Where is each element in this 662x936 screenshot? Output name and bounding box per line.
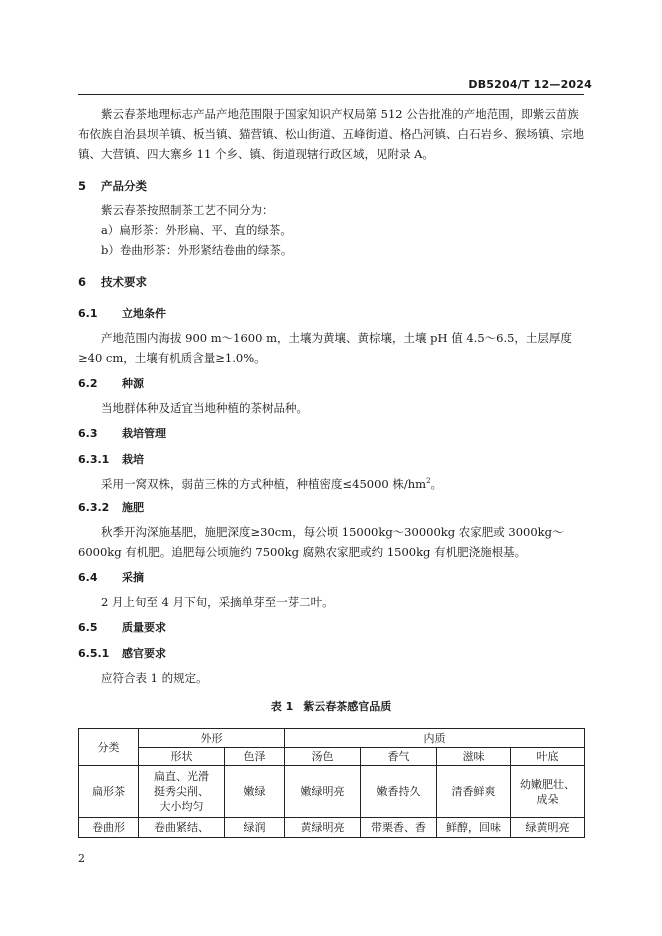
cell-line: 大小均匀	[159, 800, 204, 813]
section6-3-1-text	[78, 474, 584, 494]
cell-liquor: 黄绿明亮	[285, 818, 361, 838]
cell-color: 嫩绿	[225, 766, 285, 818]
cell-line: 挺秀尖削、	[154, 785, 209, 798]
section-6-1-heading	[78, 304, 584, 324]
section5-intro: 紫云春茶按照制茶工艺不同分为：	[101, 203, 274, 217]
header-leaf: 叶底	[511, 748, 585, 766]
list-item: b）卷曲形茶：外形紧结卷曲的绿茶。	[101, 243, 293, 257]
section-6-5-heading	[78, 618, 584, 638]
cell-liquor: 嫩绿明亮	[285, 766, 361, 818]
table-number: 表 1	[270, 700, 294, 713]
section-title: 采摘	[122, 571, 144, 584]
section-6-2-heading	[78, 374, 584, 394]
header-rule	[78, 94, 584, 95]
section6-1-text: 产地范围内海拔 900 m～1600 m，土壤为黄壤、黄棕壤，土壤 pH 值 4.5～6.5，土层厚度≥40 cm，土壤有机质含量≥1.0%。	[78, 331, 572, 365]
page-body	[78, 104, 584, 718]
section6-4-text: 2 月上旬至 4 月下旬，采摘单芽至一芽二叶。	[101, 595, 334, 609]
header-liquor: 汤色	[285, 748, 361, 766]
section-title: 感官要求	[122, 647, 166, 660]
cell-line: 扁直、光滑	[154, 770, 209, 783]
section-6-heading	[78, 272, 584, 292]
section-title: 种源	[122, 377, 144, 390]
section6-3-2-text: 秋季开沟深施基肥，施肥深度≥30cm，每公顷 15000kg～30000kg 农家肥或 3000kg～6000kg 有机肥。追肥每公顷施约 7500kg 腐熟农家肥或约 1500kg 有机肥浇施根基。	[78, 525, 564, 559]
planting-text-end: 。	[430, 477, 443, 491]
section-number: 6.3.2	[78, 501, 110, 514]
superscript: 2	[426, 477, 431, 486]
list-item: a）扁形茶：外形扁、平、直的绿茶。	[101, 223, 292, 237]
header-taste: 滋味	[437, 748, 511, 766]
section-6-3-2-heading	[78, 498, 584, 518]
section-number: 6.3.1	[78, 453, 110, 466]
section-number: 6.4	[78, 571, 98, 584]
section4-paragraph: 紫云春茶地理标志产品产地范围限于国家知识产权局第 512 公告批准的产地范围，即紫云苗族布依族自治县坝羊镇、板当镇、猫营镇、松山街道、五峰街道、格凸河镇、白石岩乡、猴场镇、宗地镇、大营镇、四大寨乡 11 个乡、镇、街道现辖行政区域，见附录 A。	[78, 107, 584, 161]
section-title: 技术要求	[101, 275, 147, 289]
cell-taste: 鲜醇，回味	[437, 818, 511, 838]
section-title: 产品分类	[101, 179, 147, 193]
section-number: 5	[78, 179, 87, 193]
section-number: 6.3	[78, 427, 98, 440]
section6-5-1-text: 应符合表 1 的规定。	[101, 671, 208, 685]
section-number: 6.5	[78, 621, 98, 634]
cell-taste: 清香鲜爽	[437, 766, 511, 818]
cell-aroma: 嫩香持久	[361, 766, 437, 818]
header-appearance: 外形	[139, 729, 285, 748]
section-5-heading	[78, 176, 584, 196]
cell-shape: 卷曲紧结、	[139, 818, 225, 838]
section-6-4-heading	[78, 568, 584, 588]
cell-aroma: 带栗香、香	[361, 818, 437, 838]
cell-line: 成朵	[536, 792, 559, 806]
header-color: 色泽	[225, 748, 285, 766]
section-number: 6.5.1	[78, 647, 110, 660]
header-category: 分类	[79, 729, 139, 766]
cell-category: 扁形茶	[79, 766, 139, 818]
cell-line: 幼嫩肥壮、	[520, 777, 575, 791]
table-row	[79, 766, 585, 818]
cell-leaf	[511, 766, 585, 818]
page-number: 2	[78, 852, 85, 865]
table-title	[78, 696, 584, 718]
section-number: 6	[78, 275, 87, 289]
cell-color: 绿润	[225, 818, 285, 838]
header-shape: 形状	[139, 748, 225, 766]
cell-leaf: 绿黄明亮	[511, 818, 585, 838]
table-header-row	[79, 729, 585, 748]
section-title: 施肥	[122, 501, 144, 514]
section6-2-text: 当地群体种及适宜当地种植的茶树品种。	[101, 401, 308, 415]
table-caption: 紫云春茶感官品质	[303, 700, 392, 713]
table-subheader-row	[79, 748, 585, 766]
section-title: 质量要求	[122, 621, 166, 634]
section-6-3-1-heading	[78, 450, 584, 470]
section-6-5-1-heading	[78, 644, 584, 664]
header-aroma: 香气	[361, 748, 437, 766]
section-number: 6.2	[78, 377, 98, 390]
cell-shape	[139, 766, 225, 818]
sensory-quality-table	[78, 728, 585, 838]
header-intrinsic-quality: 内质	[285, 729, 585, 748]
section-6-3-heading	[78, 424, 584, 444]
section-title: 栽培	[122, 453, 144, 466]
section-number: 6.1	[78, 307, 98, 320]
cell-category: 卷曲形	[79, 818, 139, 838]
table-row	[79, 818, 585, 838]
section-title: 栽培管理	[122, 427, 166, 440]
planting-text: 采用一窝双株，弱苗三株的方式种植，种植密度≤45000 株/hm	[101, 477, 427, 491]
section-title: 立地条件	[122, 307, 166, 320]
document-code: DB5204/T 12—2024	[468, 78, 592, 91]
